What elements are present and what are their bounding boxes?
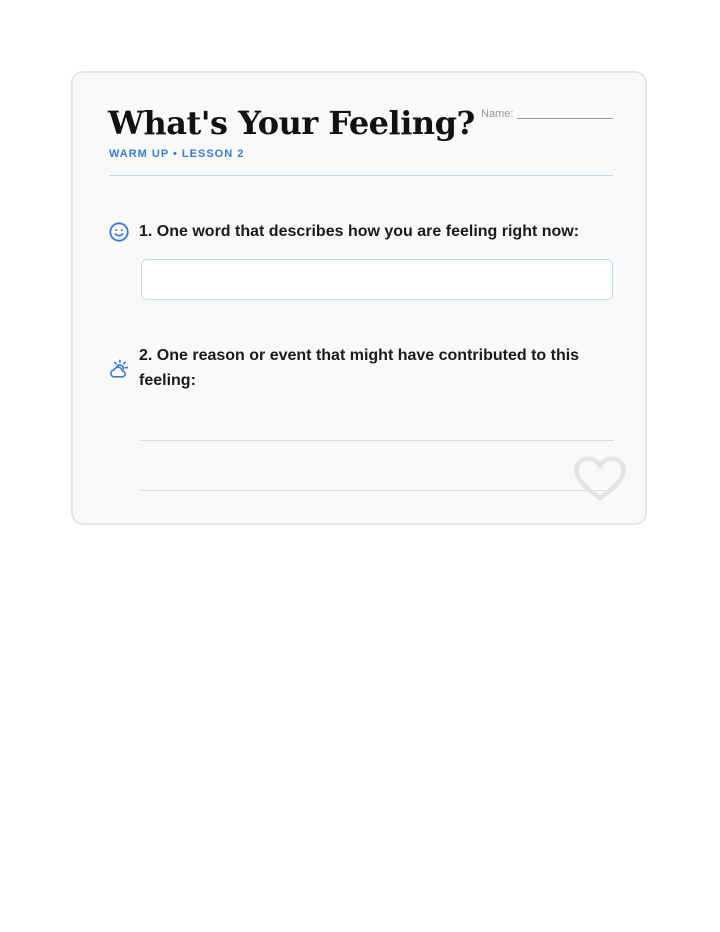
answer-writing-line[interactable] xyxy=(141,440,614,441)
lesson-subtitle: WARM UP • LESSON 2 xyxy=(109,148,245,160)
worksheet-card xyxy=(71,71,647,525)
question-1-text: 1. One word that describes how you are feeling right now: xyxy=(139,223,580,240)
name-label: Name: xyxy=(481,108,514,120)
heart-outline-icon xyxy=(573,455,627,503)
smiley-face-icon xyxy=(108,221,130,243)
worksheet-title: What's Your Feeling? xyxy=(108,104,475,142)
partly-sunny-weather-icon xyxy=(108,358,130,380)
answer-writing-line[interactable] xyxy=(141,490,614,491)
name-blank-line[interactable] xyxy=(517,118,613,119)
question-2-text: 2. One reason or event that might have contributed to this feeling: xyxy=(139,347,580,389)
header-divider xyxy=(109,175,613,176)
name-field[interactable] xyxy=(481,109,613,120)
feeling-word-input[interactable] xyxy=(141,259,613,300)
